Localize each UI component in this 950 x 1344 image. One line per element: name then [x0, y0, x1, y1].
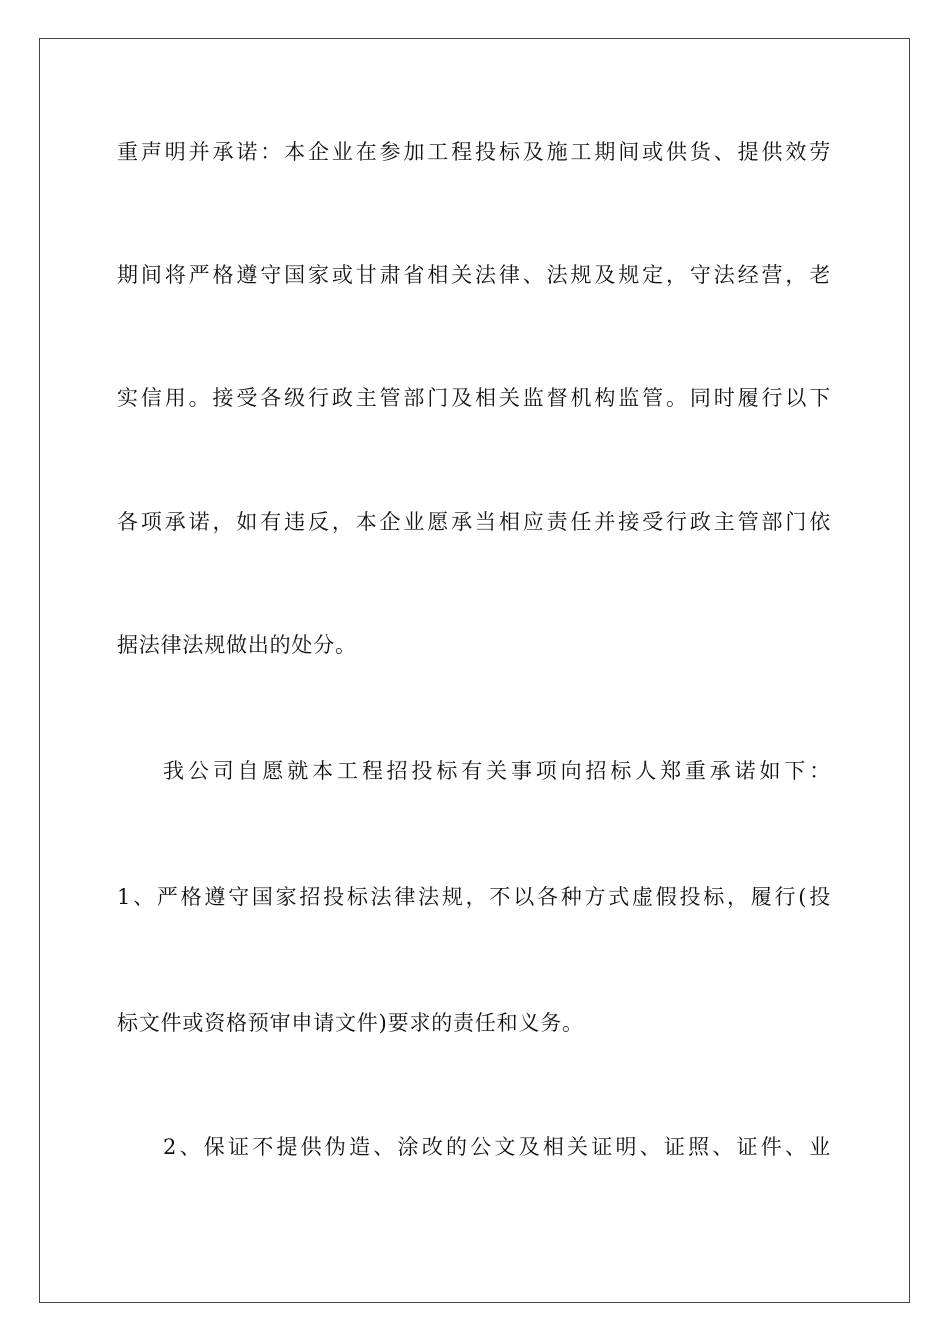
text-line-8: 标文件或资格预审申请文件)要求的责任和义务。 [117, 1011, 584, 1035]
text-line-3: 实信用。接受各级行政主管部门及相关监督机构监管。同时履行以下 [117, 386, 831, 410]
text-line-9: 2、保证不提供伪造、涂改的公文及相关证明、证照、证件、业 [163, 1135, 831, 1159]
page-border [39, 38, 910, 1303]
text-line-5: 据法律法规做出的处分。 [117, 633, 357, 657]
text-line-7: 1、严格遵守国家招投标法律法规，不以各种方式虚假投标，履行(投 [117, 885, 831, 909]
text-line-6: 我公司自愿就本工程招投标有关事项向招标人郑重承诺如下： [163, 759, 831, 783]
text-line-1: 重声明并承诺：本企业在参加工程投标及施工期间或供货、提供效劳 [117, 140, 831, 164]
text-line-2: 期间将严格遵守国家或甘肃省相关法律、法规及规定，守法经营，老 [117, 263, 831, 287]
text-line-4: 各项承诺，如有违反，本企业愿承当相应责任并接受行政主管部门依 [117, 510, 831, 534]
